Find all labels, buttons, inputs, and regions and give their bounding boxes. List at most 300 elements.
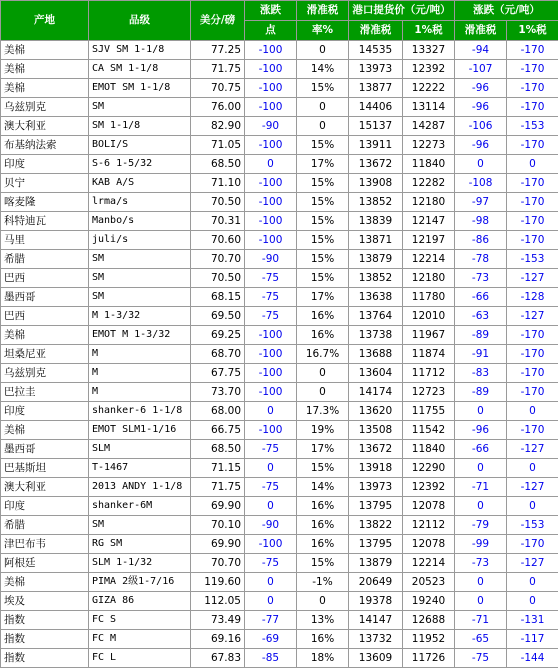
change-slide-cell: -86 [455, 231, 507, 250]
header-change-unit: 点 [245, 21, 297, 41]
change-one-cell: -170 [507, 345, 558, 364]
change-one-cell: -127 [507, 440, 558, 459]
origin-cell: 印度 [1, 155, 89, 174]
origin-cell: 美棉 [1, 60, 89, 79]
change-slide-cell: -89 [455, 326, 507, 345]
change-one-cell: 0 [507, 592, 558, 611]
port-price-one-cell: 12214 [403, 554, 455, 573]
port-price-slide-cell: 14406 [349, 98, 403, 117]
grade-cell: EMOT SLM1-1/16 [89, 421, 191, 440]
grade-cell: FC L [89, 649, 191, 668]
change-one-cell: 0 [507, 497, 558, 516]
change-slide-cell: -98 [455, 212, 507, 231]
change-points-cell: -100 [245, 421, 297, 440]
grade-cell: PIMA 2级1-7/16 [89, 573, 191, 592]
usd-price-cell: 70.75 [191, 79, 245, 98]
grade-cell: SJV SM 1-1/8 [89, 41, 191, 60]
change-slide-cell: -73 [455, 269, 507, 288]
slide-tax-rate-cell: 0 [297, 592, 349, 611]
change-slide-cell: -96 [455, 79, 507, 98]
port-price-one-cell: 11952 [403, 630, 455, 649]
change-one-cell: -144 [507, 649, 558, 668]
table-row [1, 440, 558, 459]
header-port-one: 1%税 [403, 21, 455, 41]
change-one-cell: -127 [507, 307, 558, 326]
table-row [1, 307, 558, 326]
change-slide-cell: -96 [455, 136, 507, 155]
slide-tax-rate-cell: 16% [297, 497, 349, 516]
origin-cell: 澳大利亚 [1, 117, 89, 136]
grade-cell: T-1467 [89, 459, 191, 478]
usd-price-cell: 69.50 [191, 307, 245, 326]
port-price-one-cell: 12010 [403, 307, 455, 326]
origin-cell: 马里 [1, 231, 89, 250]
usd-price-cell: 112.05 [191, 592, 245, 611]
change-slide-cell: 0 [455, 459, 507, 478]
change-one-cell: 0 [507, 155, 558, 174]
port-price-one-cell: 12273 [403, 136, 455, 155]
port-price-one-cell: 11780 [403, 288, 455, 307]
table-row [1, 573, 558, 592]
change-one-cell: -153 [507, 516, 558, 535]
table-row [1, 402, 558, 421]
table-row [1, 41, 558, 60]
header-chg-one: 1%税 [507, 21, 558, 41]
change-slide-cell: -106 [455, 117, 507, 136]
slide-tax-rate-cell: 14% [297, 478, 349, 497]
slide-tax-rate-cell: 13% [297, 611, 349, 630]
change-slide-cell: -63 [455, 307, 507, 326]
slide-tax-rate-cell: 0 [297, 41, 349, 60]
grade-cell: 2013 ANDY 1-1/8 [89, 478, 191, 497]
grade-cell: SLM [89, 440, 191, 459]
grade-cell: M 1-3/32 [89, 307, 191, 326]
port-price-one-cell: 11874 [403, 345, 455, 364]
port-price-one-cell: 12723 [403, 383, 455, 402]
slide-tax-rate-cell: 16% [297, 535, 349, 554]
slide-tax-rate-cell: 17.3% [297, 402, 349, 421]
port-price-slide-cell: 15137 [349, 117, 403, 136]
port-price-slide-cell: 13852 [349, 193, 403, 212]
change-points-cell: -90 [245, 250, 297, 269]
origin-cell: 美棉 [1, 421, 89, 440]
port-price-one-cell: 12222 [403, 79, 455, 98]
change-points-cell: -100 [245, 326, 297, 345]
change-one-cell: -170 [507, 212, 558, 231]
grade-cell: CA SM 1-1/8 [89, 60, 191, 79]
origin-cell: 阿根廷 [1, 554, 89, 573]
port-price-slide-cell: 13795 [349, 497, 403, 516]
usd-price-cell: 68.50 [191, 440, 245, 459]
change-one-cell: -153 [507, 250, 558, 269]
port-price-slide-cell: 13822 [349, 516, 403, 535]
port-price-slide-cell: 13604 [349, 364, 403, 383]
change-points-cell: -75 [245, 288, 297, 307]
change-one-cell: -128 [507, 288, 558, 307]
usd-price-cell: 70.10 [191, 516, 245, 535]
grade-cell: juli/s [89, 231, 191, 250]
grade-cell: EMOT SM 1-1/8 [89, 79, 191, 98]
port-price-one-cell: 14287 [403, 117, 455, 136]
grade-cell: M [89, 383, 191, 402]
change-slide-cell: -78 [455, 250, 507, 269]
change-one-cell: -170 [507, 98, 558, 117]
port-price-one-cell: 20523 [403, 573, 455, 592]
header-port-price: 港口提货价（元/吨） [349, 1, 455, 21]
port-price-one-cell: 12180 [403, 193, 455, 212]
slide-tax-rate-cell: 15% [297, 174, 349, 193]
slide-tax-rate-cell: 17% [297, 440, 349, 459]
change-points-cell: -100 [245, 98, 297, 117]
port-price-one-cell: 12197 [403, 231, 455, 250]
usd-price-cell: 71.10 [191, 174, 245, 193]
table-row [1, 155, 558, 174]
slide-tax-rate-cell: 15% [297, 459, 349, 478]
origin-cell: 乌兹别克 [1, 98, 89, 117]
origin-cell: 喀麦隆 [1, 193, 89, 212]
usd-price-cell: 71.15 [191, 459, 245, 478]
usd-price-cell: 70.70 [191, 554, 245, 573]
origin-cell: 印度 [1, 402, 89, 421]
origin-cell: 贝宁 [1, 174, 89, 193]
usd-price-cell: 66.75 [191, 421, 245, 440]
table-row [1, 497, 558, 516]
usd-price-cell: 70.70 [191, 250, 245, 269]
usd-price-cell: 67.83 [191, 649, 245, 668]
grade-cell: SM [89, 288, 191, 307]
port-price-slide-cell: 13911 [349, 136, 403, 155]
header-usd-per-lb: 美分/磅 [191, 1, 245, 41]
port-price-one-cell: 12688 [403, 611, 455, 630]
slide-tax-rate-cell: 16% [297, 516, 349, 535]
change-points-cell: 0 [245, 573, 297, 592]
port-price-slide-cell: 13795 [349, 535, 403, 554]
port-price-slide-cell: 13732 [349, 630, 403, 649]
usd-price-cell: 70.31 [191, 212, 245, 231]
usd-price-cell: 73.70 [191, 383, 245, 402]
origin-cell: 美棉 [1, 573, 89, 592]
change-points-cell: -77 [245, 611, 297, 630]
slide-tax-rate-cell: 14% [297, 60, 349, 79]
slide-tax-rate-cell: 0 [297, 364, 349, 383]
change-one-cell: -170 [507, 174, 558, 193]
slide-tax-rate-cell: 15% [297, 269, 349, 288]
origin-cell: 科特迪瓦 [1, 212, 89, 231]
slide-tax-rate-cell: 15% [297, 79, 349, 98]
change-one-cell: -170 [507, 535, 558, 554]
change-slide-cell: 0 [455, 573, 507, 592]
change-one-cell: -170 [507, 60, 558, 79]
port-price-one-cell: 13327 [403, 41, 455, 60]
slide-tax-rate-cell: 15% [297, 231, 349, 250]
slide-tax-rate-cell: 19% [297, 421, 349, 440]
grade-cell: EMOT M 1-3/32 [89, 326, 191, 345]
origin-cell: 巴西 [1, 307, 89, 326]
origin-cell: 墨西哥 [1, 288, 89, 307]
port-price-one-cell: 12214 [403, 250, 455, 269]
table-row [1, 269, 558, 288]
port-price-slide-cell: 13620 [349, 402, 403, 421]
table-row [1, 79, 558, 98]
usd-price-cell: 70.60 [191, 231, 245, 250]
slide-tax-rate-cell: -1% [297, 573, 349, 592]
change-points-cell: -85 [245, 649, 297, 668]
change-one-cell: -170 [507, 326, 558, 345]
change-slide-cell: -91 [455, 345, 507, 364]
change-slide-cell: -108 [455, 174, 507, 193]
change-points-cell: -75 [245, 478, 297, 497]
port-price-one-cell: 19240 [403, 592, 455, 611]
port-price-slide-cell: 13877 [349, 79, 403, 98]
origin-cell: 希腊 [1, 250, 89, 269]
change-slide-cell: -96 [455, 98, 507, 117]
change-points-cell: -75 [245, 269, 297, 288]
usd-price-cell: 69.16 [191, 630, 245, 649]
change-points-cell: -69 [245, 630, 297, 649]
usd-price-cell: 67.75 [191, 364, 245, 383]
change-one-cell: -127 [507, 554, 558, 573]
change-one-cell: -170 [507, 383, 558, 402]
change-points-cell: -90 [245, 117, 297, 136]
change-points-cell: -75 [245, 440, 297, 459]
change-points-cell: -75 [245, 554, 297, 573]
change-points-cell: -100 [245, 212, 297, 231]
port-price-one-cell: 11755 [403, 402, 455, 421]
header-price-change: 涨跌（元/吨） [455, 1, 558, 21]
port-price-one-cell: 12282 [403, 174, 455, 193]
header-row-1 [1, 1, 558, 21]
change-points-cell: -100 [245, 60, 297, 79]
grade-cell: SM [89, 269, 191, 288]
table-row [1, 649, 558, 668]
change-slide-cell: -75 [455, 649, 507, 668]
usd-price-cell: 70.50 [191, 193, 245, 212]
change-points-cell: -90 [245, 516, 297, 535]
port-price-one-cell: 12290 [403, 459, 455, 478]
usd-price-cell: 70.50 [191, 269, 245, 288]
table-row [1, 250, 558, 269]
usd-price-cell: 76.00 [191, 98, 245, 117]
port-price-one-cell: 13114 [403, 98, 455, 117]
origin-cell: 乌兹别克 [1, 364, 89, 383]
grade-cell: SM [89, 98, 191, 117]
port-price-slide-cell: 19378 [349, 592, 403, 611]
header-slide-tax-unit: 率% [297, 21, 349, 41]
table-row [1, 478, 558, 497]
table-row [1, 193, 558, 212]
change-points-cell: 0 [245, 497, 297, 516]
change-slide-cell: -89 [455, 383, 507, 402]
table-row [1, 383, 558, 402]
usd-price-cell: 71.75 [191, 478, 245, 497]
usd-price-cell: 71.75 [191, 60, 245, 79]
origin-cell: 美棉 [1, 41, 89, 60]
change-points-cell: -100 [245, 345, 297, 364]
change-one-cell: 0 [507, 573, 558, 592]
port-price-slide-cell: 13973 [349, 60, 403, 79]
slide-tax-rate-cell: 17% [297, 155, 349, 174]
port-price-slide-cell: 14174 [349, 383, 403, 402]
usd-price-cell: 69.25 [191, 326, 245, 345]
change-points-cell: 0 [245, 592, 297, 611]
port-price-slide-cell: 13638 [349, 288, 403, 307]
change-one-cell: -127 [507, 269, 558, 288]
port-price-slide-cell: 13852 [349, 269, 403, 288]
usd-price-cell: 68.50 [191, 155, 245, 174]
header-origin: 产地 [1, 1, 89, 41]
origin-cell: 指数 [1, 611, 89, 630]
origin-cell: 巴西 [1, 269, 89, 288]
port-price-one-cell: 12078 [403, 497, 455, 516]
change-slide-cell: -71 [455, 478, 507, 497]
usd-price-cell: 119.60 [191, 573, 245, 592]
port-price-one-cell: 11840 [403, 155, 455, 174]
usd-price-cell: 73.49 [191, 611, 245, 630]
change-points-cell: -100 [245, 136, 297, 155]
port-price-one-cell: 12112 [403, 516, 455, 535]
table-row [1, 459, 558, 478]
change-points-cell: 0 [245, 155, 297, 174]
usd-price-cell: 68.00 [191, 402, 245, 421]
port-price-slide-cell: 20649 [349, 573, 403, 592]
origin-cell: 墨西哥 [1, 440, 89, 459]
table-row [1, 231, 558, 250]
port-price-slide-cell: 13508 [349, 421, 403, 440]
origin-cell: 坦桑尼亚 [1, 345, 89, 364]
port-price-slide-cell: 13609 [349, 649, 403, 668]
port-price-one-cell: 11967 [403, 326, 455, 345]
port-price-slide-cell: 13871 [349, 231, 403, 250]
change-one-cell: -170 [507, 231, 558, 250]
table-row [1, 174, 558, 193]
table-row [1, 117, 558, 136]
change-slide-cell: -66 [455, 440, 507, 459]
change-one-cell: -170 [507, 193, 558, 212]
change-one-cell: -131 [507, 611, 558, 630]
table-row [1, 60, 558, 79]
origin-cell: 美棉 [1, 326, 89, 345]
slide-tax-rate-cell: 15% [297, 193, 349, 212]
port-price-slide-cell: 13839 [349, 212, 403, 231]
grade-cell: M [89, 364, 191, 383]
change-points-cell: -100 [245, 41, 297, 60]
port-price-one-cell: 11726 [403, 649, 455, 668]
usd-price-cell: 68.70 [191, 345, 245, 364]
slide-tax-rate-cell: 16.7% [297, 345, 349, 364]
change-slide-cell: -66 [455, 288, 507, 307]
change-slide-cell: 0 [455, 592, 507, 611]
change-slide-cell: -96 [455, 421, 507, 440]
origin-cell: 澳大利亚 [1, 478, 89, 497]
table-row [1, 136, 558, 155]
header-chg-slide: 滑准税 [455, 21, 507, 41]
port-price-slide-cell: 14147 [349, 611, 403, 630]
port-price-slide-cell: 13688 [349, 345, 403, 364]
table-row [1, 288, 558, 307]
grade-cell: SM [89, 250, 191, 269]
usd-price-cell: 68.15 [191, 288, 245, 307]
usd-price-cell: 71.05 [191, 136, 245, 155]
change-one-cell: -170 [507, 79, 558, 98]
change-points-cell: -100 [245, 174, 297, 193]
table-row [1, 345, 558, 364]
port-price-slide-cell: 13908 [349, 174, 403, 193]
grade-cell: Manbo/s [89, 212, 191, 231]
grade-cell: SLM 1-1/32 [89, 554, 191, 573]
change-slide-cell: -99 [455, 535, 507, 554]
table-row [1, 98, 558, 117]
change-slide-cell: -107 [455, 60, 507, 79]
change-one-cell: -170 [507, 136, 558, 155]
change-one-cell: -127 [507, 478, 558, 497]
grade-cell: shanker-6M [89, 497, 191, 516]
table-row [1, 516, 558, 535]
origin-cell: 巴基斯坦 [1, 459, 89, 478]
grade-cell: lrma/s [89, 193, 191, 212]
usd-price-cell: 69.90 [191, 497, 245, 516]
change-one-cell: -117 [507, 630, 558, 649]
port-price-one-cell: 12180 [403, 269, 455, 288]
grade-cell: KAB A/S [89, 174, 191, 193]
header-slide-tax: 滑准税 [297, 1, 349, 21]
slide-tax-rate-cell: 16% [297, 326, 349, 345]
port-price-slide-cell: 13672 [349, 440, 403, 459]
origin-cell: 印度 [1, 497, 89, 516]
change-slide-cell: -83 [455, 364, 507, 383]
grade-cell: M [89, 345, 191, 364]
change-points-cell: -100 [245, 231, 297, 250]
change-points-cell: -100 [245, 364, 297, 383]
origin-cell: 指数 [1, 649, 89, 668]
table-row [1, 421, 558, 440]
port-price-slide-cell: 13764 [349, 307, 403, 326]
change-slide-cell: -97 [455, 193, 507, 212]
change-slide-cell: -65 [455, 630, 507, 649]
usd-price-cell: 82.90 [191, 117, 245, 136]
table-row [1, 212, 558, 231]
grade-cell: SM 1-1/8 [89, 117, 191, 136]
grade-cell: BOLI/S [89, 136, 191, 155]
slide-tax-rate-cell: 15% [297, 212, 349, 231]
port-price-slide-cell: 13879 [349, 250, 403, 269]
change-slide-cell: -71 [455, 611, 507, 630]
usd-price-cell: 69.90 [191, 535, 245, 554]
slide-tax-rate-cell: 0 [297, 117, 349, 136]
slide-tax-rate-cell: 17% [297, 288, 349, 307]
port-price-one-cell: 12392 [403, 60, 455, 79]
change-points-cell: 0 [245, 459, 297, 478]
port-price-one-cell: 11542 [403, 421, 455, 440]
change-slide-cell: 0 [455, 402, 507, 421]
change-points-cell: -100 [245, 79, 297, 98]
table-row [1, 592, 558, 611]
port-price-one-cell: 12078 [403, 535, 455, 554]
change-slide-cell: 0 [455, 497, 507, 516]
origin-cell: 希腊 [1, 516, 89, 535]
change-slide-cell: 0 [455, 155, 507, 174]
change-points-cell: 0 [245, 402, 297, 421]
change-one-cell: -153 [507, 117, 558, 136]
slide-tax-rate-cell: 15% [297, 136, 349, 155]
slide-tax-rate-cell: 16% [297, 630, 349, 649]
header-grade: 品级 [89, 1, 191, 41]
slide-tax-rate-cell: 15% [297, 250, 349, 269]
grade-cell: FC S [89, 611, 191, 630]
change-slide-cell: -94 [455, 41, 507, 60]
slide-tax-rate-cell: 15% [297, 554, 349, 573]
origin-cell: 美棉 [1, 79, 89, 98]
change-one-cell: -170 [507, 41, 558, 60]
